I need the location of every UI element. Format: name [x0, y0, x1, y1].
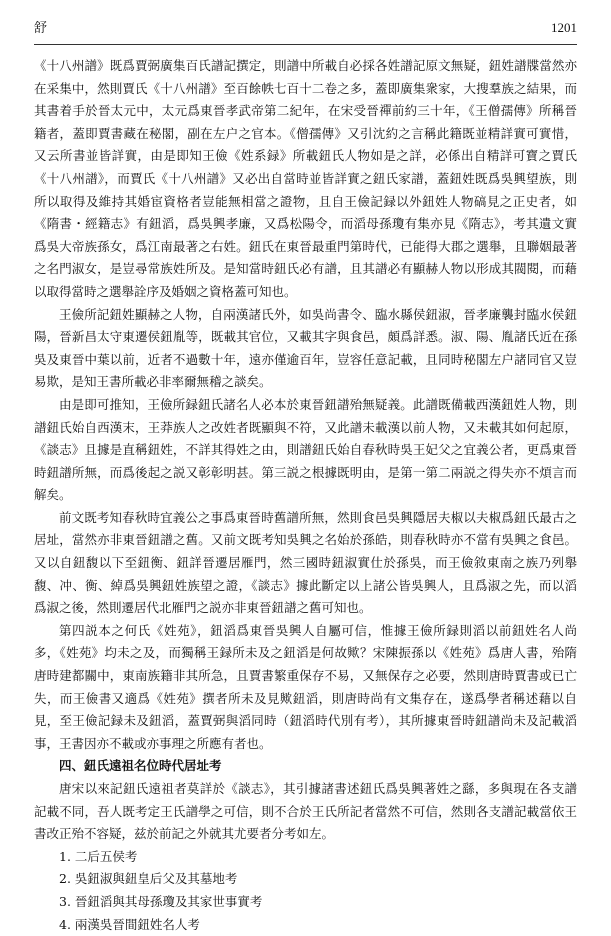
- section-intro: 唐宋以來記鈕氏遠祖者莫詳於《談志》，其引據諸書述鈕氏爲吳興著姓之繇，多與現在各支譜記載不同，吾人既考定王氏譜學之可信，則不合於王氏所記者當然不可信，然則各支譜記載當依王書改正殆不容疑，兹於前記之外就其尤要者分考如左。: [34, 781, 577, 842]
- paragraph: 第四説本之何氏《姓苑》，鈕滔爲東晉吳興人自屬可信，惟據王儉所録則滔以前鈕姓名人尚多，《姓苑》均未之及，而獨稱王録所未及之鈕滔是何故歟？宋陳振孫以《姓苑》爲唐人書，殆隋唐時建都關中，東南族籍非其所急，且賈書繁重保存不易，又無保存之必要，然則唐時賈書或已亡失，而王儉書又適爲《姓苑》撰者所未及見歟鈕滔，則唐時尚有文集存在，遂爲學者稱述藉以自見，至王儉記録未及鈕滔，蓋賈弼與滔同時（鈕滔時代別有考），其所據東晉時鈕譜尚未及記載滔事，王書因亦不載或亦事理之所應有者也。: [34, 622, 577, 751]
- page-header: [34, 14, 577, 36]
- paragraph: 王儉所記鈕姓顯赫之人物，自兩漢諸氏外，如吳尚書令、臨水縣侯鈕淑，晉孝廉襲封臨水侯鈕陽，晉新昌太守東遷侯鈕胤等，既載其官位，又載其字與食邑，頗爲詳悉。淑、陽、胤諸氏近在孫吳及東晉中葉以前，近者不過數十年，遠亦僅逾百年，豈容任意記載，且同時秘閣左户諸同官又豈易欺，是知王書所載必非率爾無稽之談矣。: [34, 306, 577, 390]
- paragraph: 《十八州譜》既爲賈弼廣集百氏譜記撰定，則譜中所載自必採各姓譜記原文無疑，鈕姓譜牒當然亦在采集中，然則賈氏《十八州譜》至百餘帙七百十二卷之多，蓋即廣集衆家，大搜羣族之結果，而其書着手於晉太元中，太元爲東晉孝武帝第二紀年，在宋受晉禪前約三十年，《王僧孺傳》所稱晉籍者，蓋即賈書藏在秘閣，副在左户之官本。《僧孺傳》又引沈約之言稱此籍既並精詳實可實惜，又云所書並皆詳實，由是即知王儉《姓系録》所載鈕氏人物如是之詳，必係出自精詳可寶之賈氏《十八州譜》，而賈氏《十八州譜》又必出自當時並皆詳實之鈕氏家譜，蓋鈕姓既爲吳興望族，則所以取得及維持其婚宦資格者豈能無相當之證物，且自王儉記録以外鈕姓人物碻見之正史者，如《隋書・經籍志》有鈕滔，爲吳興孝廉，又爲松陽令，而滔母孫瓊有集亦見《隋志》，考其遺文實爲吳大帝族孫女，爲江南最著之右姓。鈕氏在東晉最重門第時代，已能得大郡之選舉，且聯姻最著之名門淑女，是豈尋常族姓所及。是知當時鈕氏必有譜，且其譜必有顯赫人物以形成其閥閱，而藉以取得當時之選舉詮序及婚姻之資格蓋可知也。: [34, 58, 577, 299]
- list-item: 1. 二后五侯考: [59, 848, 138, 864]
- paragraph: 由是即可推知，王儉所録鈕氏諸名人必本於東晉鈕譜殆無疑義。此譜既備載西漢鈕姓人物，則譜鈕氏始自西漢末，王莽族人之改姓者既顯與不符，又此譜未載漢以前人物，又未載其如何起原，《談志》且據是直稱鈕姓，不詳其得姓之由，則譜鈕氏始自春秋時吳王妃父之宜義公者，更爲東晉時鈕譜所無，而爲後起之説又彰彰明甚。第三説之根據既明由，是第一第二兩説之得失亦不煩言而解矣。: [34, 396, 577, 503]
- list-item: 4. 兩漢吳晉間鈕姓名人考: [59, 916, 200, 932]
- body-text: [34, 55, 577, 936]
- page-number: 1201: [551, 20, 577, 35]
- running-title: 舒: [34, 21, 48, 36]
- topic-list: [34, 846, 577, 936]
- header-rule: [34, 44, 577, 45]
- list-item: 3. 晉鈕滔與其母孫瓊及其家世事實考: [59, 893, 263, 909]
- paragraph: 前文既考知春秋時宜義公之事爲東晉時舊譜所無，然則食邑吳興隱居夫椒以夫椒爲鈕氏最古之居址，當然亦非東晉鈕譜之舊。又前文既考知吳興之名始於孫皓，則春秋時亦不當有吳興之食邑。又以自鈕馥以下至鈕衡、鈕詳晉遷居雁門，然三國時鈕淑實仕於孫吳，而王儉敘東南之族乃列舉馥、冲、衡、綽爲吳興鈕姓族望之證，《談志》據此斷定以上諸公皆吳興人，且爲淑之先，而以滔爲淑之後，然則遷居代北雁門之説亦非東晉鈕譜之舊可知也。: [34, 509, 577, 616]
- section-heading: 四、鈕氏遠祖名位時代居址考: [59, 758, 222, 774]
- list-item: 2. 吳鈕淑與鈕皇后父及其墓地考: [59, 871, 238, 887]
